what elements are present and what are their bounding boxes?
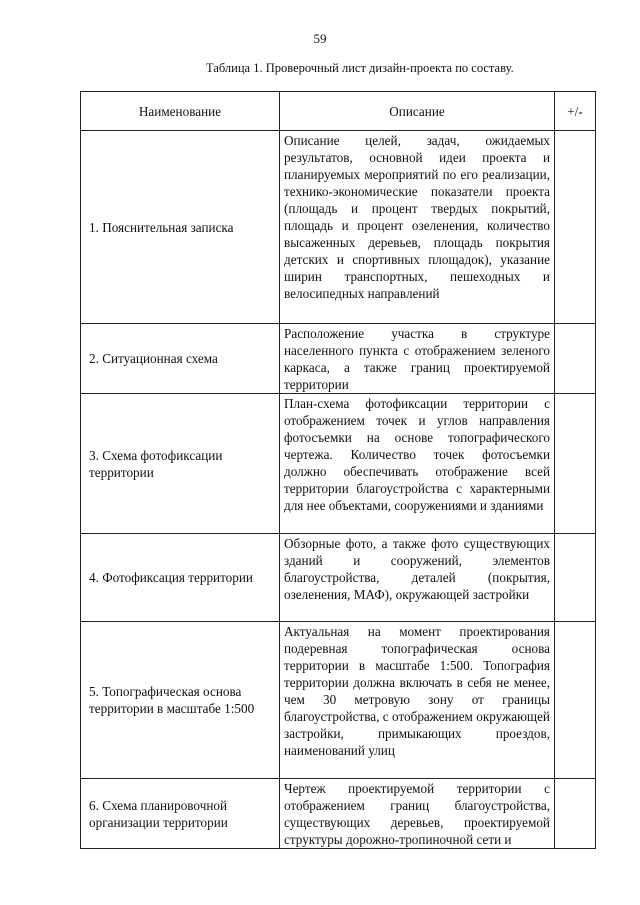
checklist-table <box>80 91 596 849</box>
table-row <box>81 131 596 324</box>
row-name: 4. Фотофиксация территории <box>81 534 280 622</box>
table-row <box>81 394 596 534</box>
row-mark-cell <box>555 779 596 849</box>
page-number: 59 <box>313 31 327 46</box>
table-row <box>81 779 596 849</box>
row-description: Расположение участка в структуре населенного пункта с отображением зеленого каркаса, а также границ проектируемой территории <box>280 324 555 394</box>
row-mark-cell <box>555 394 596 534</box>
table-header-row <box>81 92 596 131</box>
table-row <box>81 324 596 394</box>
table-caption: Таблица 1. Проверочный лист дизайн-проекта по составу. <box>206 61 514 75</box>
row-mark-cell <box>555 324 596 394</box>
row-name: 1. Пояснительная записка <box>81 131 280 324</box>
row-name: 2. Ситуационная схема <box>81 324 280 394</box>
table-row <box>81 534 596 622</box>
row-name: 3. Схема фотофиксации территории <box>81 394 280 534</box>
table-row <box>81 622 596 779</box>
row-name: 6. Схема планировочной организации территории <box>81 779 280 849</box>
header-name: Наименование <box>81 92 280 131</box>
row-name: 5. Топографическая основа территории в масштабе 1:500 <box>81 622 280 779</box>
header-mark: +/- <box>555 92 596 131</box>
row-description: Обзорные фото, а также фото существующих зданий и сооружений, элементов благоустройства, деталей (покрытия, озеленения, МАФ), окружающей застройки <box>280 534 555 622</box>
row-description: Описание целей, задач, ожидаемых результатов, основной идеи проекта и планируемых мероприятий по его реализации, технико-экономические показатели проекта (площадь и процент твердых покрытий, площадь и процент озеленения, количество высаженных деревьев, площадь покрытия детских и спортивных площадок), указание ширин транспортных, пешеходных и велосипедных направлений <box>280 131 555 324</box>
row-description: Актуальная на момент проектирования подеревная топографическая основа территории в масштабе 1:500. Топография территории должна включать в себя не менее, чем 30 метровую зону от границы благоустройства, с отображением окружающей застройки, примыкающих проездов, наименований улиц <box>280 622 555 779</box>
header-description: Описание <box>280 92 555 131</box>
row-description: Чертеж проектируемой территории с отображением границ благоустройства, существующих деревьев, проектируемой структуры дорожно-тропиночной сети и <box>280 779 555 849</box>
row-description: План-схема фотофиксации территории с отображением точек и углов направления фотосъемки на основе топографического чертежа. Количество точек фотосъемки должно обеспечивать отображение всей территории благоустройства с характерными для нее объектами, сооружениями и зданиями <box>280 394 555 534</box>
row-mark-cell <box>555 622 596 779</box>
row-mark-cell <box>555 534 596 622</box>
row-mark-cell <box>555 131 596 324</box>
